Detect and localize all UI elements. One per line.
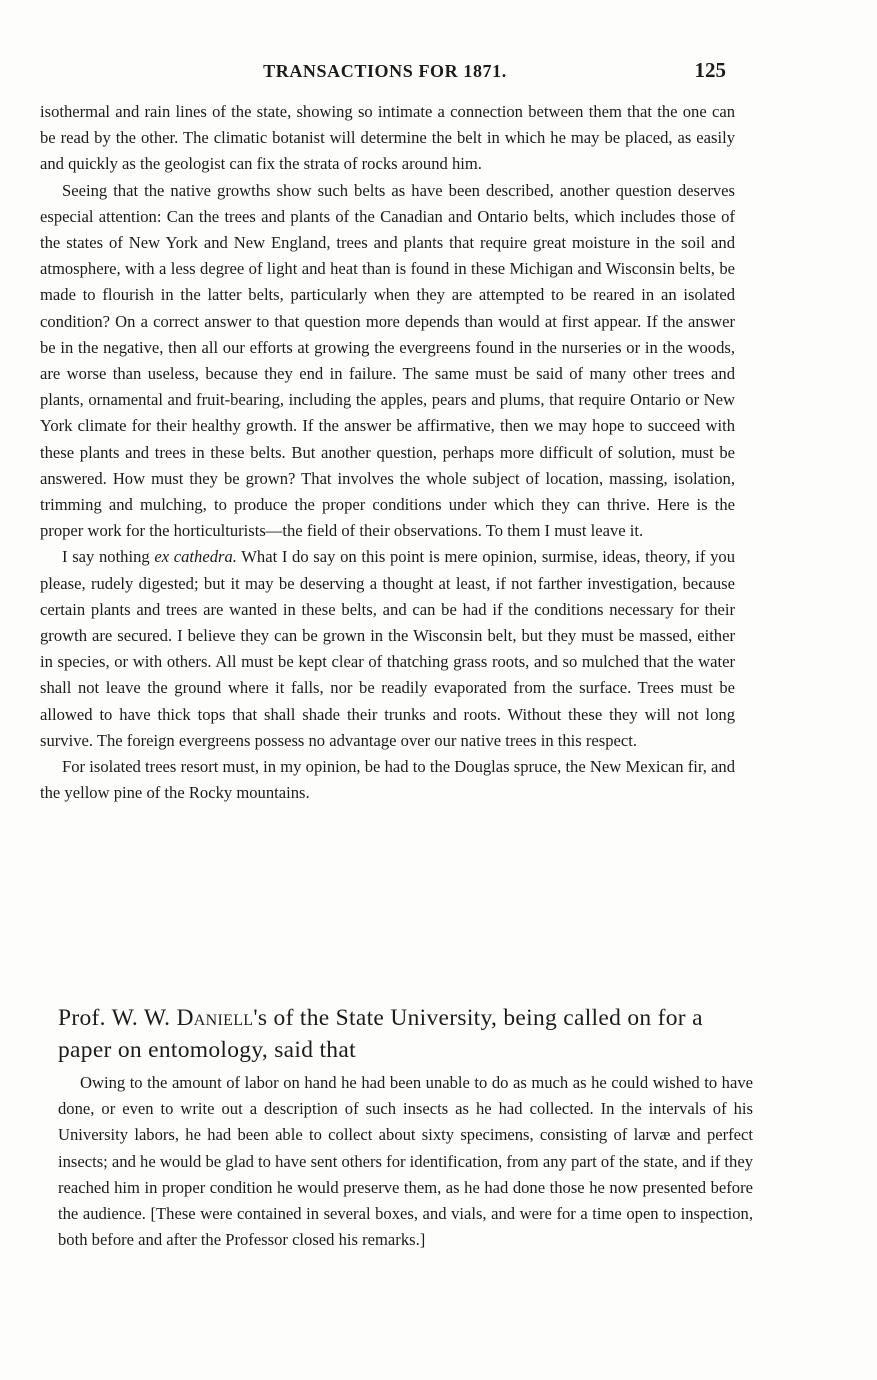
paragraph-opinion-lead: I say nothing: [62, 547, 155, 567]
body-text: [40, 99, 735, 806]
paragraph-opinion-body: What I do say on this point is mere opinion, surmise, ideas, theory, if you please, rudely digested; but it may be deserving a thought at least, if not farther investigation, because certain plants and trees are wanted in these belts, and can be had if the conditions necessary for their growth are secured. I believe they can be grown in the Wisconsin belt, but they must be massed, either in species, or with others. All must be kept clear of thatching grass roots, and so mulched that the water shall not leave the ground where it falls, nor be readily evaporated from the surface. Trees must be allowed to have thick tops that shall shade their trunks and roots. Without these they will not long survive. The foreign evergreens possess no advantage over our native trees in this respect.: [40, 547, 736, 750]
paragraph-entomology: Owing to the amount of labor on hand he had been unable to do as much as he could wished to have done, or even to write out a description of such insects as he had collected. In the intervals of his University labors, he had been able to collect about sixty specimens, consisting of larvæ and perfect insects; and he would be glad to have sent others for identification, from any part of the state, and if they reached him in proper condition he would preserve them, as he had done those he now presented before the audience. [These were contained in several boxes, and vials, and were for a time open to inspection, both before and after the Professor closed his remarks.]: [58, 1073, 753, 1250]
italic-phrase: ex cathedra.: [154, 547, 237, 567]
running-title: TRANSACTIONS FOR 1871.: [263, 61, 507, 81]
paragraph-isolated-trees: For isolated trees resort must, in my opinion, be had to the Douglas spruce, the New Mexican fir, and the yellow pine of the Rocky mountains.: [40, 757, 735, 803]
page-number: 125: [694, 58, 726, 82]
paragraph-belts-question: Seeing that the native growths show such belts as have been described, another question deserves especial attention: Can the trees and plants of the Canadian and Ontario belts, which includes those of the states of New York and New England, trees and plants that require great moisture in the soil and atmosphere, with a less degree of light and heat than is found in these Michigan and Wisconsin belts, be made to flourish in the latter belts, particularly when they are attempted to be reared in an isolated condition? On a correct answer to that question more depends than would at first appear. If the answer be in the negative, then all our efforts at growing the evergreens found in the nurseries or in the woods, are worse than useless, because they end in failure. The same must be said of many other trees and plants, ornamental and fruit-bearing, including the apples, pears and plums, that require Ontario or New York climate for their healthy growth. If the answer be affirmative, then we may hope to succeed with these plants and trees in these belts. But another question, perhaps more difficult of solution, must be answered. How must they be grown? That involves the whole subject of location, massing, isolation, trimming and mulching, to produce the proper conditions under which they can thrive. Here is the proper work for the horticulturists—the field of their observations. To them I must leave it.: [40, 180, 735, 541]
paragraph-opinion: [40, 544, 735, 754]
section-heading: [58, 1002, 758, 1066]
heading-prefix: Prof. W. W.: [58, 1005, 177, 1031]
paragraph-continued: isothermal and rain lines of the state, showing so intimate a connection between them that the one can be read by the other. The climatic botanist will determine the belt in which he may be placed, as easily and quickly as the geologist can fix the strata of rocks around him.: [40, 102, 735, 174]
heading-suffix: 's of the State University, being called on for a paper on entomology, said that: [58, 1005, 703, 1063]
section-body: [58, 1070, 753, 1253]
heading-name: Daniell: [176, 1005, 254, 1031]
running-header: [40, 58, 730, 88]
